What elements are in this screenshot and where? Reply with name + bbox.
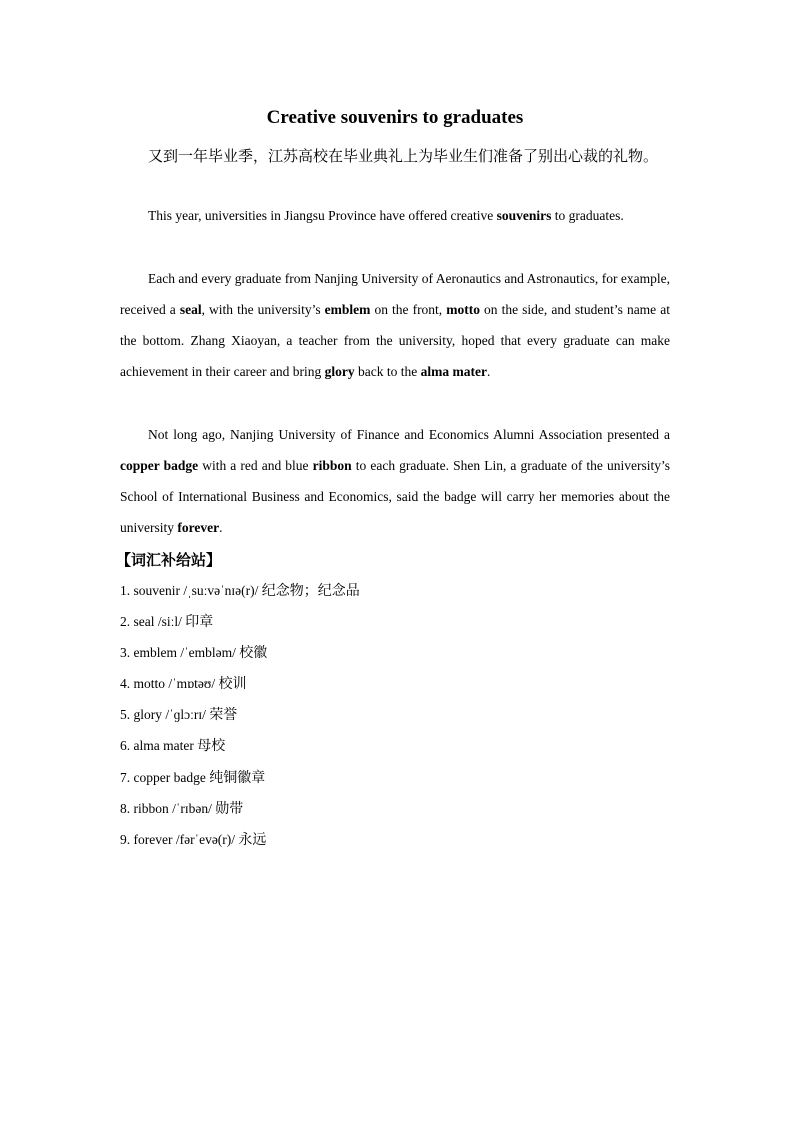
vocab-item-motto — [120, 668, 360, 699]
vocab-meaning: 永远 — [238, 831, 267, 848]
paragraph-text: to each graduate. Shen Lin, a graduate of the university’s School of International Business and Economics, said the badge will carry her memories about the university — [120, 458, 670, 535]
keyword-glory: glory — [324, 364, 355, 379]
vocab-term: 1. souvenir /ˌsuːvəˈnɪə(r)/ — [120, 583, 262, 598]
vocab-term: 5. glory /ˈɡlɔːrɪ/ — [120, 707, 210, 723]
keyword-alma-mater: alma mater — [420, 364, 487, 379]
vocab-meaning: 校训 — [218, 676, 247, 693]
paragraph-2 — [120, 263, 670, 387]
vocab-meaning: 印章 — [185, 614, 214, 631]
keyword-copper-badge: copper badge — [120, 458, 199, 473]
chinese-intro: 又到一年毕业季，江苏高校在毕业典礼上为毕业生们准备了别出心裁的礼物。 — [148, 147, 659, 165]
vocab-item-seal — [120, 606, 360, 637]
vocab-item-souvenir — [120, 575, 360, 606]
keyword-motto: motto — [446, 302, 480, 317]
vocab-meaning: 荣誉 — [209, 707, 238, 724]
paragraph-text: to graduates. — [551, 208, 624, 223]
vocab-term: 7. copper badge — [120, 769, 210, 785]
vocab-item-copper-badge — [120, 762, 360, 793]
paragraph-text: . — [219, 520, 223, 535]
vocab-term: 4. motto /ˈmɒtəʊ/ — [120, 676, 219, 692]
paragraph-text: with a red and blue — [198, 458, 313, 473]
paragraph-text: back to the — [354, 364, 421, 379]
paragraph-text: . — [487, 364, 491, 379]
vocab-meaning: 校徽 — [239, 645, 268, 662]
keyword-ribbon: ribbon — [312, 458, 352, 473]
paragraph-1 — [120, 200, 670, 231]
vocab-item-alma-mater — [120, 730, 360, 761]
vocab-item-ribbon — [120, 793, 360, 824]
vocab-item-emblem — [120, 637, 360, 668]
vocab-meaning: 勋带 — [215, 800, 244, 817]
paragraph-text: , with the university’s — [201, 302, 325, 317]
vocab-item-glory — [120, 699, 360, 730]
vocab-term: 3. emblem /ˈembləm/ — [120, 645, 240, 661]
vocab-item-forever — [120, 824, 360, 855]
vocab-heading: 【词汇补给站】 — [116, 551, 222, 569]
paragraph-text: Each and every graduate from Nanjing University of Aeronautics and Astronautics, for example, received a — [120, 271, 670, 317]
vocab-term: 9. forever /fərˈevə(r)/ — [120, 831, 239, 847]
keyword-seal: seal — [179, 302, 202, 317]
paragraph-text: This year, universities in Jiangsu Province have offered creative — [148, 208, 497, 223]
paragraph-3 — [120, 419, 670, 543]
vocab-list — [120, 575, 360, 855]
vocab-meaning: 纯铜徽章 — [209, 769, 266, 786]
vocab-term: 6. alma mater — [120, 738, 198, 754]
vocab-term: 2. seal /siːl/ — [120, 614, 186, 630]
paragraph-text: on the side, and student’s name at the bottom. Zhang Xiaoyan, a teacher from the university, hoped that every graduate can make achievement in their career and bring — [120, 302, 670, 379]
keyword-souvenirs: souvenirs — [496, 208, 552, 223]
keyword-forever: forever — [177, 520, 220, 535]
vocab-meaning: 纪念物；纪念品 — [261, 583, 360, 599]
paragraph-text: Not long ago, Nanjing University of Finance and Economics Alumni Association presented a — [148, 427, 670, 442]
document-title: Creative souvenirs to graduates — [266, 107, 524, 128]
vocab-meaning: 母校 — [197, 738, 226, 755]
vocab-term: 8. ribbon /ˈrɪbən/ — [120, 800, 216, 816]
paragraph-text: on the front, — [370, 302, 447, 317]
keyword-emblem: emblem — [324, 302, 371, 317]
